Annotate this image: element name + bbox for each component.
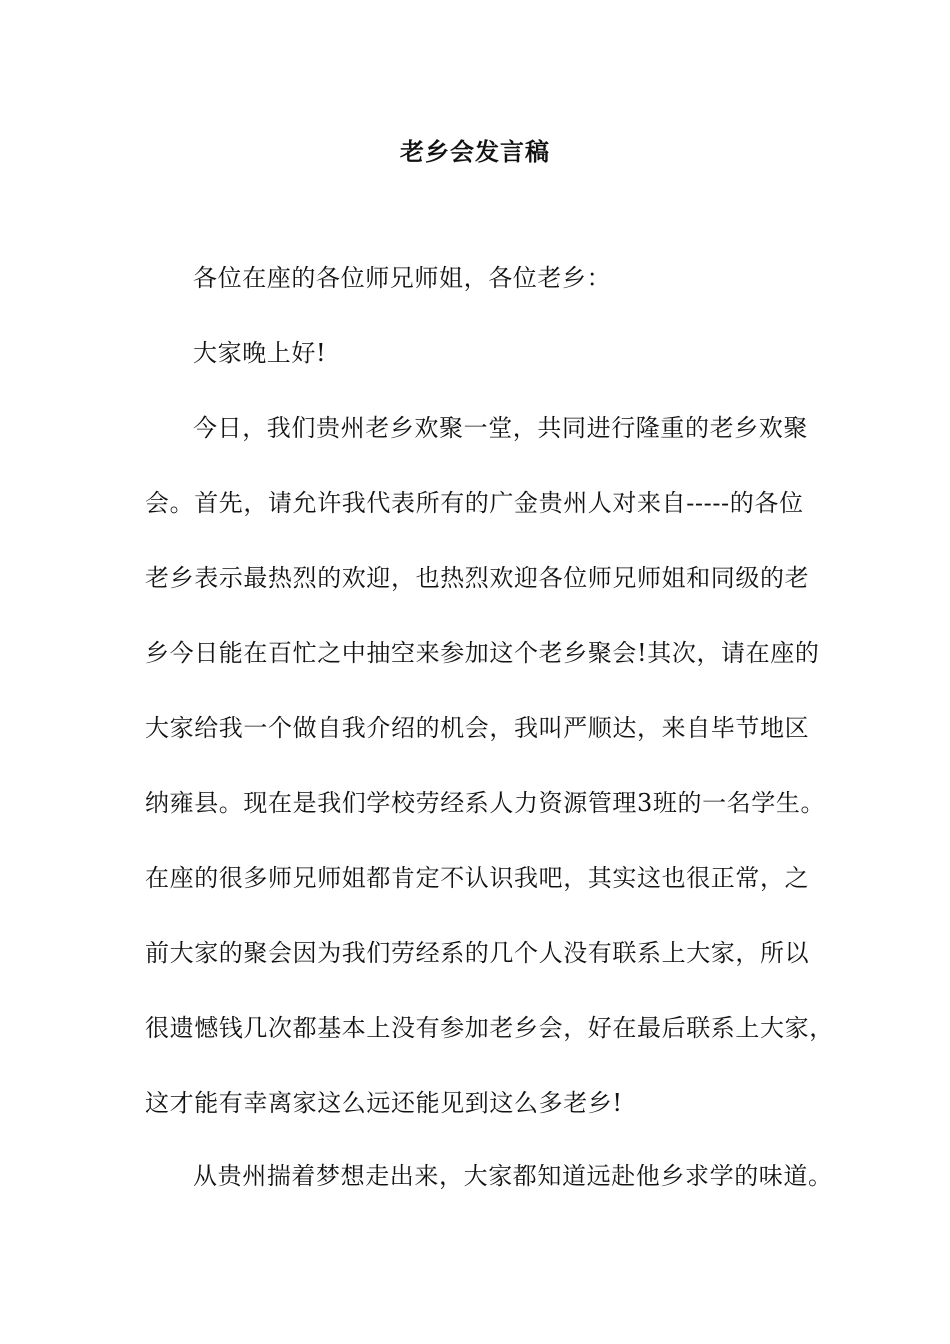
paragraph-line: 在座的很多师兄师姐都肯定不认识我吧，其实这也很正常，之 [145, 864, 810, 892]
salutation-line: 大家晚上好! [193, 339, 327, 367]
paragraph-line: 很遗憾钱几次都基本上没有参加老乡会，好在最后联系上大家， [145, 1014, 834, 1042]
paragraph-line: 乡今日能在百忙之中抽空来参加这个老乡聚会!其次，请在座的 [145, 639, 820, 667]
paragraph-line: 从贵州揣着梦想走出来，大家都知道远赴他乡求学的味道。 [193, 1162, 833, 1190]
paragraph-line: 今日，我们贵州老乡欢聚一堂，共同进行隆重的老乡欢聚 [193, 414, 808, 442]
paragraph-line: 这才能有幸离家这么远还能见到这么多老乡! [145, 1089, 623, 1117]
paragraph-line: 前大家的聚会因为我们劳经系的几个人没有联系上大家，所以 [145, 939, 810, 967]
document-title: 老乡会发言稿 [400, 138, 550, 166]
paragraph-line: 老乡表示最热烈的欢迎，也热烈欢迎各位师兄师姐和同级的老 [145, 564, 810, 592]
paragraph-line: 会。首先，请允许我代表所有的广金贵州人对来自-----的各位 [145, 489, 804, 517]
paragraph-line: 纳雍县。现在是我们学校劳经系人力资源管理3班的一名学生。 [145, 789, 826, 817]
paragraph-line: 大家给我一个做自我介绍的机会，我叫严顺达，来自毕节地区 [145, 714, 810, 742]
greeting-line: 各位在座的各位师兄师姐，各位老乡： [193, 264, 612, 292]
